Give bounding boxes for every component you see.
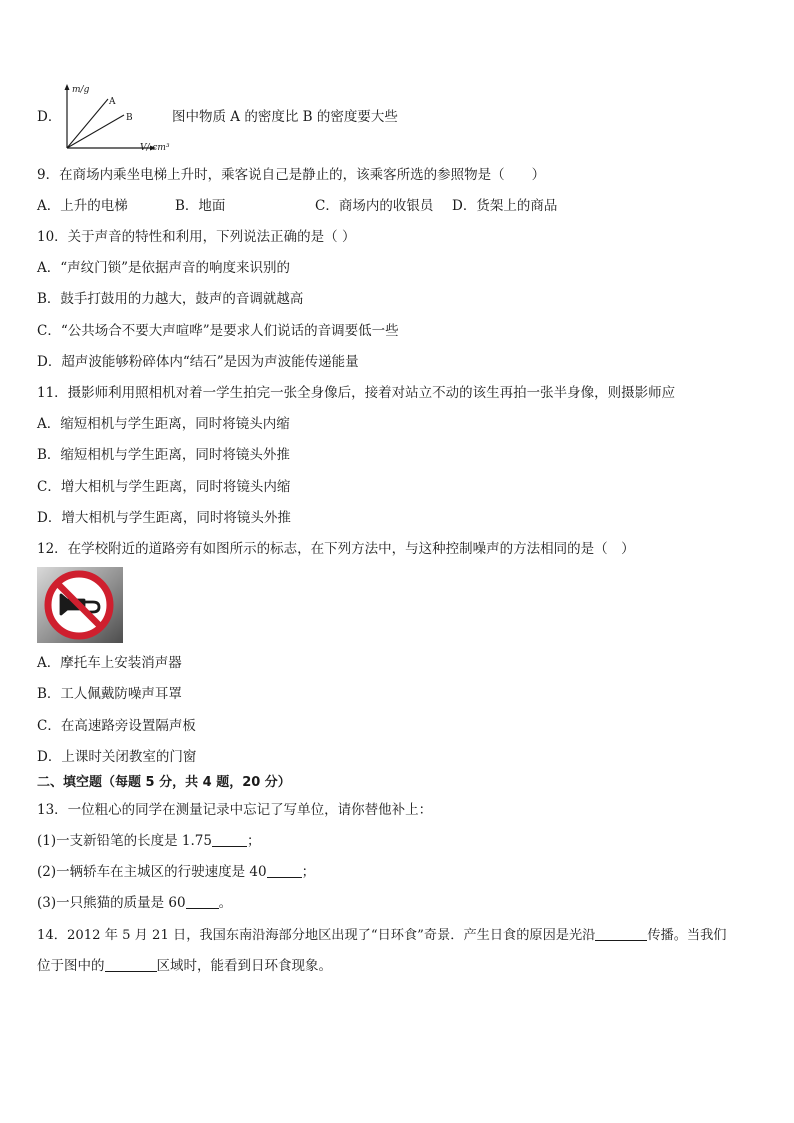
- q11-option-a: A．缩短相机与学生距离，同时将镜头内缩: [37, 416, 290, 432]
- q12-option-c: C．在高速路旁设置隔声板: [37, 718, 196, 734]
- graph-label-b: B: [126, 113, 133, 123]
- q14-blank-1[interactable]: [595, 926, 647, 941]
- q12-option-a: A．摩托车上安装消声器: [37, 655, 182, 671]
- graph-label-a: A: [109, 97, 116, 107]
- q14-line-1: [37, 926, 726, 945]
- line-a: [67, 99, 108, 148]
- q13-item-3: [37, 894, 232, 912]
- q13-item-2-end: ；: [301, 864, 316, 880]
- q13-item-2-text: (2)一辆轿车在主城区的行驶速度是 40: [37, 864, 267, 880]
- q14-line-2: [37, 957, 332, 975]
- q10-option-c: C．“公共场合不要大声喧哗”是要求人们说话的音调要低一些: [37, 323, 399, 339]
- q10-option-d: D．超声波能够粉碎体内“结石”是因为声波能传递能量: [37, 354, 359, 370]
- q9-option-a: A．上升的电梯: [37, 198, 128, 214]
- q12-option-b: B．工人佩戴防噪声耳罩: [37, 686, 182, 702]
- q12-stem: 12．在学校附近的道路旁有如图所示的标志，在下列方法中，与这种控制噪声的方法相同的是（ ）: [37, 541, 635, 557]
- line-b: [67, 115, 124, 148]
- q13-item-1-end: ；: [246, 833, 261, 849]
- q8-option-d-letter: D．: [37, 109, 62, 125]
- q13-item-1: [37, 832, 260, 850]
- q14-line-2-end: 区域时，能看到日环食现象。: [156, 958, 332, 974]
- section-2-title: 二、填空题（每题 5 分，共 4 题，20 分）: [37, 775, 291, 790]
- q9-option-b: B．地面: [175, 198, 226, 214]
- density-graph: [60, 82, 180, 152]
- q13-item-1-blank[interactable]: [212, 832, 247, 847]
- graph-y-label: m/g: [72, 85, 90, 95]
- q9-stem: 9．在商场内乘坐电梯上升时，乘客说自己是静止的，该乘客所选的参照物是（ ）: [37, 167, 546, 183]
- no-horn-sign-image: [37, 567, 123, 643]
- q10-option-a: A．“声纹门锁”是依据声音的响度来识别的: [37, 260, 291, 276]
- q14-blank-2[interactable]: [105, 957, 157, 972]
- q14-line-1-text: 14．2012 年 5 月 21 日，我国东南沿海部分地区出现了“日环食”奇景．产生日食的原因是光沿: [37, 928, 596, 943]
- q11-option-d: D．增大相机与学生距离，同时将镜头外推: [37, 510, 291, 526]
- q13-item-1-text: (1)一支新铅笔的长度是 1.75: [37, 833, 212, 849]
- q11-option-c: C．增大相机与学生距离，同时将镜头内缩: [37, 479, 291, 495]
- q9-option-d: D．货架上的商品: [452, 198, 558, 214]
- q14-line-2-text: 位于图中的: [37, 958, 105, 974]
- q13-item-2: [37, 863, 315, 881]
- q9-option-c: C．商场内的收银员: [315, 198, 434, 214]
- graph-x-label: V/ cm³: [140, 143, 170, 152]
- q10-stem: 10．关于声音的特性和利用，下列说法正确的是（ ）: [37, 229, 356, 245]
- q13-item-2-blank[interactable]: [267, 863, 302, 878]
- q12-option-d: D．上课时关闭教室的门窗: [37, 749, 197, 765]
- q13-item-3-end: 。: [218, 895, 233, 911]
- q13-stem: 13．一位粗心的同学在测量记录中忘记了写单位，请你替他补上：: [37, 802, 433, 818]
- q11-stem: 11．摄影师利用照相机对着一学生拍完一张全身像后，接着对站立不动的该生再拍一张半身像，则摄影师应: [37, 385, 676, 401]
- q13-item-3-text: (3)一只熊猫的质量是 60: [37, 895, 186, 911]
- q11-option-b: B．缩短相机与学生距离，同时将镜头外推: [37, 447, 290, 463]
- q8-option-d-text: 图中物质 A 的密度比 B 的密度要大些: [172, 109, 398, 125]
- q14-line-1-end: 传播。当我们: [647, 928, 727, 943]
- q13-item-3-blank[interactable]: [186, 894, 219, 909]
- q10-option-b: B．鼓手打鼓用的力越大，鼓声的音调就越高: [37, 291, 304, 307]
